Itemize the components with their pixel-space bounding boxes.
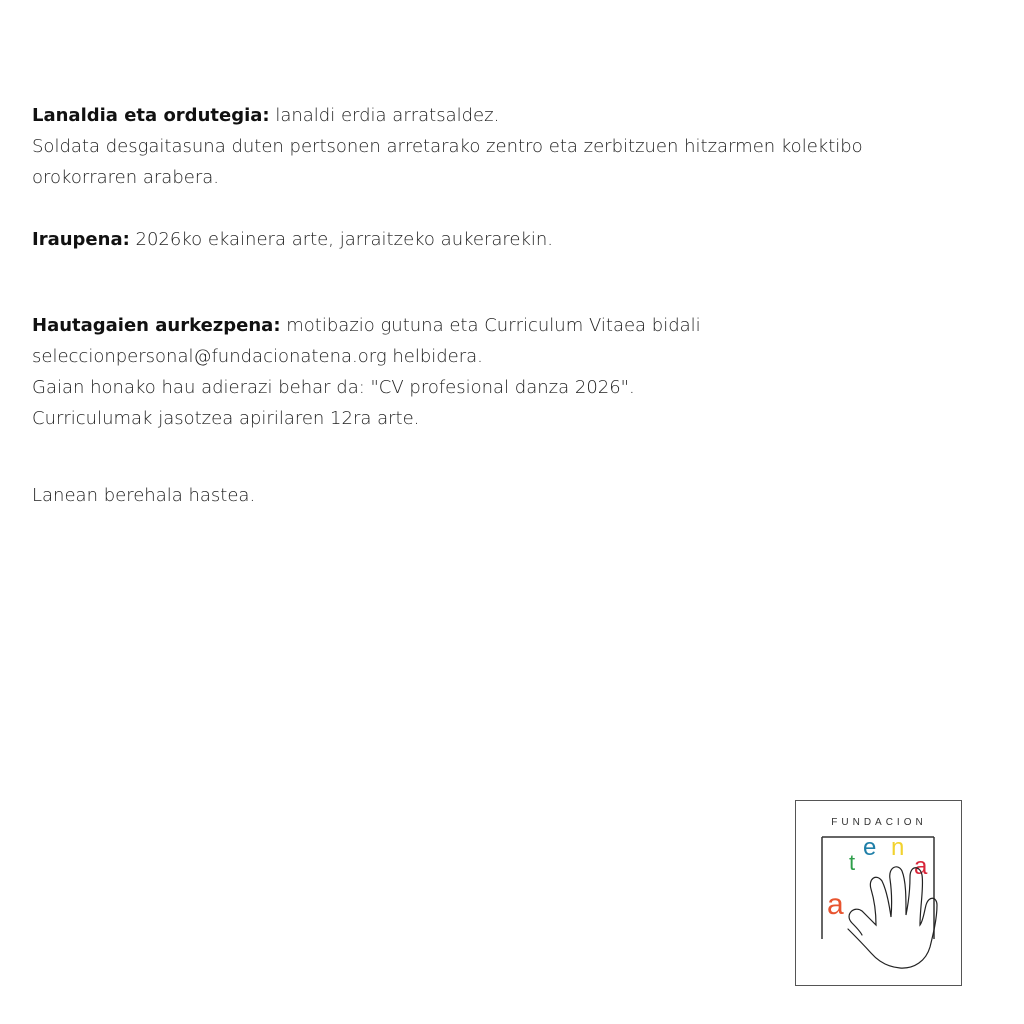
logo-letter-t: t xyxy=(849,850,856,875)
schedule-paragraph xyxy=(32,100,972,131)
duration-paragraph xyxy=(32,224,972,255)
hand-icon xyxy=(848,867,937,968)
schedule-value: lanaldi erdia arratsaldez. xyxy=(269,105,500,126)
start-note: Lanean berehala hastea. xyxy=(32,485,256,506)
duration-value: 2026ko ekainera arte, jarraitzeko aukerarekin. xyxy=(129,229,554,250)
application-subject: Gaian honako hau adierazi behar da: "CV profesional danza 2026". xyxy=(32,377,635,398)
duration-label: Iraupena: xyxy=(32,229,130,250)
fundacion-atena-logo xyxy=(795,800,962,986)
logo-letter-a1: a xyxy=(827,888,844,921)
application-deadline: Curriculumak jasotzea apirilaren 12ra arte. xyxy=(32,408,420,429)
salary-text: Soldata desgaitasuna duten pertsonen arretarako zentro eta zerbitzuen hitzarmen kolektibo orokorraren arabera. xyxy=(32,136,863,188)
logo-letter-a2: a xyxy=(914,853,928,880)
schedule-label: Lanaldia eta ordutegia: xyxy=(32,105,270,126)
application-paragraph xyxy=(32,310,972,341)
job-offer-text xyxy=(32,100,972,511)
application-value: motibazio gutuna eta Curriculum Vitaea bidali xyxy=(280,315,701,336)
logo-graphic xyxy=(796,801,961,985)
application-label: Hautagaien aurkezpena: xyxy=(32,315,281,336)
logo-letter-e: e xyxy=(863,834,877,861)
application-email: seleccionpersonal@fundacionatena.org helbidera. xyxy=(32,346,483,367)
logo-top-word: FUNDACION xyxy=(831,817,927,828)
logo-letter-n: n xyxy=(891,834,905,861)
